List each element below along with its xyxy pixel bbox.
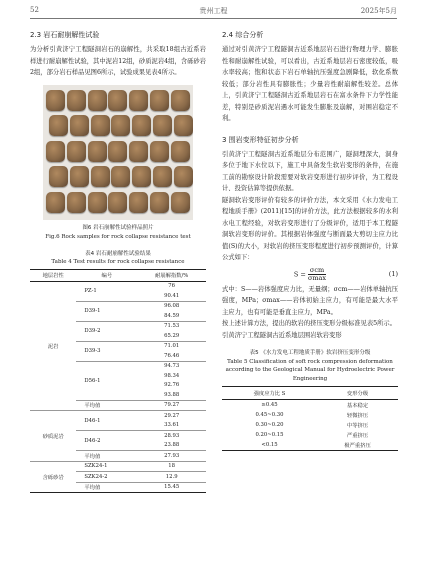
table-5 xyxy=(222,386,398,451)
table-row xyxy=(30,411,206,421)
index-value-cell: 29.27 xyxy=(137,411,206,421)
table-row xyxy=(30,281,206,291)
index-value-cell: 76.46 xyxy=(164,352,180,359)
rock-core-sample xyxy=(132,166,151,187)
section-heading-2-4: 2.4 综合分析 xyxy=(222,31,264,39)
rock-core-sample xyxy=(171,192,190,213)
equation-numerator: σcm xyxy=(309,265,325,274)
sample-id-cell: D56-1 xyxy=(76,361,137,400)
sample-id-cell: 平均值 xyxy=(76,451,137,462)
sample-id-cell: 平均值 xyxy=(76,482,137,493)
table-5-caption-cn: 表5 《水力发电工程地质手册》软岩挤压变形分级 xyxy=(249,350,371,356)
sample-id-cell: D46-1 xyxy=(76,411,137,431)
page-number: 52 xyxy=(30,6,39,14)
rock-core-sample xyxy=(111,166,130,187)
rock-core-sample xyxy=(70,166,89,187)
paragraph-collapse-test: 为分析引黄济宁工程隧洞岩石的崩解性，共采取18组古近系岩样进行耐崩解性试验，其中泥岩12组，砂质泥岩4组，含砾砂岩2组，部分岩石样品见图6所示，试验成果见表4所示。 xyxy=(30,46,206,76)
table-cell: 轻微挤压 xyxy=(346,413,369,419)
table-cell: 严重挤压 xyxy=(346,433,369,439)
lithology-cell: 泥岩 xyxy=(47,343,59,350)
rock-core-sample xyxy=(150,192,169,213)
rock-core-sample xyxy=(129,192,148,213)
sample-id-cell: D39-3 xyxy=(76,341,137,361)
index-value-cell: 92.76 xyxy=(164,382,180,389)
sample-id-cell: D39-1 xyxy=(76,301,137,321)
running-header xyxy=(30,6,397,19)
table-cell: 0.30~0.20 xyxy=(255,422,284,428)
equation-fraction xyxy=(308,267,326,282)
rock-core-sample xyxy=(108,141,127,162)
rock-core-sample xyxy=(49,166,68,187)
table-cell: 0.20~0.15 xyxy=(255,432,284,438)
rock-core-sample xyxy=(153,166,172,187)
figure-caption-cn: 图6 岩石崩解性试验样品照片 xyxy=(82,224,154,231)
table-cell: 0.45~0.30 xyxy=(255,412,284,418)
rock-core-sample xyxy=(49,115,68,136)
rock-core-sample xyxy=(171,90,190,111)
equation-1 xyxy=(222,267,398,281)
table-row xyxy=(222,410,398,420)
table-cell: <0.15 xyxy=(261,442,278,448)
sample-id-cell: PZ-1 xyxy=(84,288,97,294)
rock-core-sample xyxy=(111,115,130,136)
table-cell: 中等挤压 xyxy=(346,423,369,429)
table-row xyxy=(222,400,398,411)
table-4-caption-en: Table 4 Test results for rock collapse resistance xyxy=(51,259,185,265)
table-5-caption-en: Table 5 Classification of soft rock compression deformation according to the Geological Manual for Hydroelectric Power Engineering xyxy=(225,358,395,382)
rock-core-sample xyxy=(88,90,107,111)
rock-core-sample xyxy=(67,192,86,213)
rock-samples-photo xyxy=(43,85,193,220)
figure-caption-en: Fig.6 Rock samples for rock collapse resistance test xyxy=(45,233,191,240)
lithology-cell: 砂质泥岩 xyxy=(30,411,76,462)
table-5-header-ratio: 强度应力比 S xyxy=(222,387,317,400)
paragraph-comprehensive-analysis: 通过对引黄济宁工程隧洞古近系地层岩石进行物理力学、膨胀性和耐崩解性试验，可以看出，古近系地层岩石密度较低，吸水率较高；饱和状态下岩石单轴抗压强度急剧降低，软化系数较低；部分岩性具有膨胀性；少量岩性耐崩解性较差。总体上，引黄济宁工程隧洞古近系地层岩石在富水条件下力学性能差，特别是砂质泥岩遇水可能发生膨胀及崩解，对围岩稳定不利。 xyxy=(222,46,398,122)
index-value-cell: 71.01 xyxy=(137,341,206,351)
table-4-body xyxy=(30,281,206,493)
paragraph-tunnel-deformation: 引黄济宁工程隧洞古近系地层围岩软岩变形 xyxy=(222,331,342,339)
table-row xyxy=(222,440,398,451)
paragraph-evaluation-method: 隧洞软岩变形评价有较多的评价方法，本文采用《水力发电工程地质手册》(2011)[15]的评价方法，此方法根据较多的水利水电工程经验，对软岩变形进行了分级评价，适用于本工程隧洞软岩变形的评价。其根据岩体强度与断面最大剪切主应力比值(S)的大小，对软岩的挤压变形程度进行初步预测评价，计算公式如下： xyxy=(222,196,398,261)
index-value-cell: 84.59 xyxy=(164,312,180,319)
figure-6-caption xyxy=(30,224,206,242)
equation-denominator: σmax xyxy=(307,273,327,282)
rock-core-sample xyxy=(91,115,110,136)
right-column xyxy=(222,30,398,451)
sample-id-cell: SZK24-2 xyxy=(76,472,137,483)
paragraph-classification-standard: 按上述计算方法，提出的软岩的挤压变形分级标准见表5所示。 xyxy=(222,320,397,327)
journal-name: 贵州工程 xyxy=(199,7,228,15)
rock-core-sample xyxy=(108,192,127,213)
index-value-cell: 96.08 xyxy=(137,301,206,311)
table-5-header-grade: 变形分级 xyxy=(317,387,398,400)
rock-core-sample xyxy=(67,90,86,111)
index-value-cell: 71.53 xyxy=(137,321,206,331)
rock-core-sample xyxy=(91,166,110,187)
index-value-cell: 90.41 xyxy=(164,292,180,299)
index-value-cell: 15.45 xyxy=(137,482,206,493)
rock-core-sample xyxy=(46,90,65,111)
index-value-cell: 28.93 xyxy=(137,431,206,441)
rock-core-sample xyxy=(88,192,107,213)
rock-core-sample xyxy=(171,141,190,162)
table-4 xyxy=(30,269,206,494)
table-4-caption-cn: 表4 岩石耐崩解性试验结果 xyxy=(85,250,151,257)
index-value-cell: 93.88 xyxy=(164,391,180,398)
sample-id-cell: D46-2 xyxy=(76,431,137,451)
equation-lhs: S = xyxy=(293,270,306,278)
rock-core-sample xyxy=(46,141,65,162)
rock-core-sample xyxy=(150,90,169,111)
section-heading-2-3: 2.3 岩石耐崩解性试验 xyxy=(30,31,100,39)
table-row xyxy=(30,461,206,472)
table-4-header-lithology: 地层岩性 xyxy=(30,269,76,281)
index-value-cell: 76 xyxy=(168,283,176,290)
index-value-cell: 23.88 xyxy=(164,442,180,449)
index-value-cell: 27.93 xyxy=(137,451,206,462)
table-5-body xyxy=(222,400,398,451)
rock-core-sample xyxy=(108,90,127,111)
table-row xyxy=(222,430,398,440)
sample-id-cell: SZK24-1 xyxy=(76,461,137,472)
table-cell: 基本稳定 xyxy=(346,403,369,409)
section-heading-3: 3 围岩变形特征初步分析 xyxy=(222,135,299,144)
rock-core-sample xyxy=(70,115,89,136)
sample-id-cell: D39-2 xyxy=(76,321,137,341)
left-column xyxy=(30,30,206,493)
index-value-cell: 12.9 xyxy=(137,472,206,483)
rock-core-sample xyxy=(150,141,169,162)
paragraph-variable-definitions: 式中：S——岩体强度应力比，无量纲；σcm——岩体单轴抗压强度，MPa；σmax——岩体初始主应力，有可能是最大水平主应力，也有可能是垂直主应力，MPa。 xyxy=(222,285,398,316)
index-value-cell: 98.34 xyxy=(164,372,180,379)
index-value-cell: 65.29 xyxy=(164,332,180,339)
rock-core-sample xyxy=(153,115,172,136)
rock-core-sample xyxy=(88,141,107,162)
table-4-header-id: 编号 xyxy=(76,269,137,281)
index-value-cell: 18 xyxy=(137,461,206,472)
index-value-cell: 79.27 xyxy=(137,400,206,411)
sample-id-cell: 平均值 xyxy=(76,400,137,411)
rock-core-sample xyxy=(67,141,86,162)
table-cell: ≥0.45 xyxy=(261,402,278,408)
table-4-header-index: 耐崩解指数/% xyxy=(137,269,206,281)
rock-core-sample xyxy=(174,166,193,187)
table-cell: 极严重挤压 xyxy=(344,443,371,449)
rock-core-sample xyxy=(129,141,148,162)
paragraph-deformation-intro: 引黄济宁工程隧洞古近系地层分布范围广，隧洞埋深大，洞身多位于地下水位以下，施工中具备发生软岩变形的条件，在施工前的勘察设计阶段需要对软岩变形进行初步评价，为工程设计、投资估算等提供依据。 xyxy=(222,150,398,192)
index-value-cell: 33.61 xyxy=(164,422,180,429)
lithology-cell: 含砾砂岩 xyxy=(30,461,76,493)
rock-core-sample xyxy=(132,115,151,136)
issue-date: 2025年5月 xyxy=(360,7,397,15)
equation-number: (1) xyxy=(388,269,398,278)
rock-core-sample xyxy=(174,115,193,136)
index-value-cell: 94.73 xyxy=(137,361,206,371)
table-row xyxy=(222,420,398,430)
rock-core-sample xyxy=(46,192,65,213)
rock-core-sample xyxy=(129,90,148,111)
